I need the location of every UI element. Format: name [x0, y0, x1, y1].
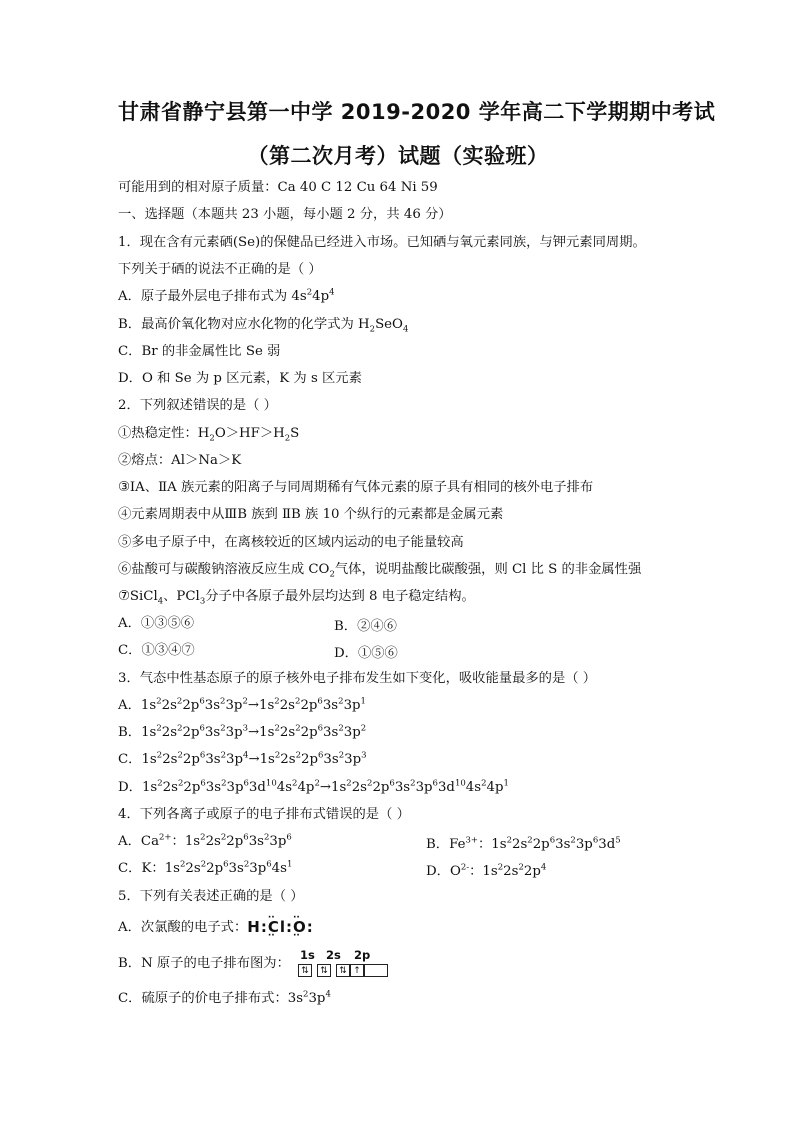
text: :: [306, 918, 314, 936]
sub: 4: [402, 324, 409, 335]
text: ·· Cl ··: [268, 918, 286, 936]
sup: 2: [177, 750, 183, 761]
text: 2p: [300, 725, 318, 740]
text: 4p: [297, 780, 315, 795]
q3-option-b: [118, 724, 366, 742]
q5-option-a: [118, 917, 314, 937]
sup: 3: [242, 723, 249, 734]
text: 2p: [182, 752, 200, 767]
hypochlorous-lewis-structure: [247, 918, 313, 936]
text: 2p: [182, 698, 200, 713]
text: C．硫原子的价电子排布式：3s: [118, 991, 304, 1006]
q1-option-d: D．O 和 Se 为 p 区元素，K 为 s 区元素: [118, 371, 362, 386]
text: 2s: [279, 725, 296, 740]
sup: 2: [156, 723, 162, 734]
text: 2p: [301, 752, 318, 767]
text: 4s: [271, 861, 287, 876]
text: D．O: [426, 864, 461, 879]
sup: 6: [199, 750, 206, 761]
text: 2s: [280, 752, 296, 767]
text: O＞HF＞H: [214, 426, 285, 441]
text: A．次氯酸的电子式：: [118, 920, 248, 935]
sub: 3: [199, 596, 206, 607]
sup: 1: [503, 778, 509, 789]
text: 3s: [322, 698, 339, 713]
sup: 2: [295, 723, 301, 734]
sup: 2: [518, 862, 524, 873]
text: 、PCl: [163, 589, 200, 604]
sup: 5: [615, 835, 621, 846]
text: 2s: [162, 752, 178, 767]
text: 3s: [394, 780, 411, 795]
text: 分子中各原子最外层均达到 8 电子稳定结构。: [205, 589, 475, 604]
orbital-box-2p-1: ⇅: [336, 964, 350, 977]
q4-option-d: [426, 860, 546, 879]
q2-statement-6: [118, 561, 641, 579]
sub: 4: [157, 596, 164, 607]
text: S: [290, 426, 300, 441]
text: 2s: [351, 780, 368, 795]
text: 3p: [249, 861, 267, 876]
sup: 2: [157, 778, 163, 789]
sub: 2: [329, 569, 335, 580]
text: 3s: [204, 725, 221, 740]
text: 2s: [161, 725, 178, 740]
q4-option-a: [118, 833, 292, 851]
text: ：1s: [171, 834, 201, 849]
sup: 2: [295, 750, 302, 761]
text: 3p: [343, 698, 361, 713]
text: B．最高价氧化物对应水化物的化学式为 H: [118, 317, 370, 332]
text: 3d: [437, 780, 455, 795]
sup: 2: [481, 778, 487, 789]
text: 3p: [308, 991, 326, 1006]
sup: 6: [266, 859, 272, 870]
sup: 2: [180, 859, 186, 870]
orbital-box-2s: ⇅: [317, 964, 331, 977]
q1-option-b: [118, 316, 408, 334]
text: 2p: [532, 837, 550, 852]
text: SeO: [375, 317, 403, 332]
text: H:: [247, 918, 268, 936]
sub: 2: [209, 433, 215, 444]
text: 2p: [226, 834, 244, 849]
q2-stem: 2．下列叙述错误的是（ ）: [118, 398, 277, 413]
text: C．1s: [118, 752, 157, 767]
sup: 2: [410, 778, 416, 789]
sup: 6: [549, 835, 556, 846]
sup: 6: [286, 832, 292, 843]
sup: 4: [329, 287, 335, 298]
text: 2s: [162, 780, 178, 795]
sup: 6: [200, 778, 206, 789]
sup: 2: [243, 859, 250, 870]
sup: 10: [454, 778, 466, 789]
text: 3s: [248, 834, 264, 849]
sup: 2: [292, 778, 298, 789]
sup: 2: [156, 696, 162, 707]
text: →1s: [319, 780, 347, 795]
sup: 6: [199, 696, 205, 707]
text: 3p: [225, 698, 243, 713]
text: 3p: [344, 752, 362, 767]
q1-stem-a: 1．现在含有元素硒(Se)的保健品已经进入市场。已知硒与氧元素同族，与钾元素同周期。: [118, 235, 646, 250]
page-title-line2: （第二次月考）试题（实验班）: [247, 144, 549, 168]
sup: 2: [346, 778, 352, 789]
text: 气体，说明盐酸比碳酸强，则 Cl 比 S 的非金属性强: [334, 562, 642, 577]
q5-stem: 5．下列有关表述正确的是（ ）: [118, 889, 304, 904]
orbital-box-1s: ⇅: [298, 964, 312, 977]
sup: 6: [389, 778, 395, 789]
text: 3p: [226, 780, 244, 795]
text: 2p: [523, 864, 541, 879]
sup: 6: [243, 778, 249, 789]
sub: 2: [369, 324, 376, 335]
text: ①热稳定性：H: [118, 426, 210, 441]
text: 3s: [555, 837, 571, 852]
sup: 6: [317, 723, 324, 734]
sup: 2: [177, 723, 183, 734]
sup: 10: [265, 778, 277, 789]
sup: 2: [527, 835, 533, 846]
text: 2s: [185, 861, 201, 876]
sup: 6: [432, 778, 438, 789]
q3-stem: 3．气态中性基态原子的原子核外电子排布发生如下变化，吸收能量最多的是（ ）: [118, 671, 597, 686]
q1-stem-b: 下列关于硒的说法不正确的是（ ）: [118, 262, 322, 277]
text: 2p: [372, 780, 390, 795]
text: 4p: [486, 780, 504, 795]
sup: 6: [592, 835, 599, 846]
text: 3p: [575, 837, 593, 852]
sup: 2: [274, 750, 281, 761]
text: 3p: [343, 725, 361, 740]
sup: 4: [325, 989, 331, 1000]
sup: 2: [200, 832, 206, 843]
sup: 6: [318, 750, 324, 761]
nitrogen-orbital-diagram: [298, 948, 402, 980]
text: 2p: [206, 861, 224, 876]
q2-statement-2: ②熔点：Al＞Na＞K: [118, 453, 242, 468]
text: B．Fe: [426, 837, 466, 852]
text: A．Ca: [118, 834, 160, 849]
q2-option-d: D．①⑤⑥: [334, 646, 398, 661]
sup: 2: [367, 778, 373, 789]
sup: 2+: [159, 832, 172, 843]
text: 3s: [205, 752, 221, 767]
sup: 6: [223, 859, 229, 870]
text: B．1s: [118, 725, 157, 740]
sup: 2: [220, 696, 226, 707]
q2-statement-1: [118, 425, 299, 443]
text: 2p: [300, 698, 318, 713]
q5-option-b: B．N 原子的电子排布图为：: [118, 956, 290, 971]
orbital-label-2s: 2s: [326, 948, 341, 962]
sup: 2: [306, 287, 313, 298]
text: 3d: [248, 780, 266, 795]
q2-statement-7: [118, 588, 475, 606]
q4-option-c: [118, 860, 292, 878]
text: 4s: [276, 780, 293, 795]
text: 2s: [205, 834, 221, 849]
sup: 1: [360, 696, 366, 707]
sup: 6: [243, 832, 249, 843]
q2-statement-5: ⑤多电子原子中，在离核较近的区域内运动的电子能量较高: [118, 535, 464, 550]
q3-option-a: [118, 697, 366, 715]
sup: 2: [274, 696, 280, 707]
q2-option-b: B．②④⑥: [334, 619, 397, 634]
q2-statement-3: ③ⅠA、ⅡA 族元素的阳离子与同周期稀有气体元素的原子具有相同的核外电子排布: [118, 480, 594, 495]
text: 4s: [465, 780, 482, 795]
page-title-line1: 甘肃省静宁县第一中学 2019-2020 学年高二下学期期中考试: [118, 100, 716, 124]
q2-option-c: C．①③④⑦: [118, 643, 195, 658]
section-heading: 一、选择题（本题共 23 小题，每小题 2 分，共 46 分）: [118, 207, 452, 222]
text: 3p: [225, 725, 243, 740]
text: 3p: [415, 780, 433, 795]
sup: 2: [338, 723, 344, 734]
text: 2p: [183, 780, 201, 795]
text: ·· O ··: [293, 918, 307, 936]
sup: 6: [199, 723, 205, 734]
text: →1s: [248, 725, 275, 740]
text: 3s: [228, 861, 244, 876]
text: 3s: [323, 752, 339, 767]
text: →1s: [248, 752, 275, 767]
text: :: [286, 918, 293, 936]
sup: 2: [295, 696, 301, 707]
sup: 2: [200, 859, 207, 870]
sup: 2: [506, 835, 512, 846]
sup: 2: [220, 750, 227, 761]
sup: 1: [286, 859, 293, 870]
text: 3d: [598, 837, 616, 852]
text: D．1s: [118, 780, 158, 795]
sup: 2: [274, 723, 280, 734]
text: 3p: [226, 752, 244, 767]
text: C．K：1s: [118, 861, 180, 876]
q5-option-c: [118, 990, 331, 1008]
q3-option-d: [118, 779, 509, 797]
sup: 2: [220, 723, 226, 734]
sup: 2: [177, 778, 184, 789]
orbital-label-1s: 1s: [300, 948, 315, 962]
text: 3s: [205, 780, 222, 795]
sup: 2: [221, 778, 227, 789]
sup: 2: [314, 778, 320, 789]
sup: 4: [243, 750, 249, 761]
text: 2s: [161, 698, 177, 713]
q3-option-c: [118, 751, 367, 769]
orbital-boxes: [298, 964, 388, 977]
text: ⑦SiCl: [118, 589, 158, 604]
text: 2s: [503, 864, 519, 879]
q4-stem: 4．下列各离子或原子的电子排布式错误的是（ ）: [118, 807, 410, 822]
text: 4p: [312, 289, 330, 304]
text: 2s: [511, 837, 528, 852]
sup: 2: [176, 696, 183, 707]
text: 3s: [204, 698, 221, 713]
sup: 3+: [465, 835, 478, 846]
sup: 2: [156, 750, 163, 761]
sup: 2: [497, 862, 504, 873]
text: ：1s: [469, 864, 498, 879]
atomic-masses-note: 可能用到的相对原子质量：Ca 40 C 12 Cu 64 Ni 59: [118, 180, 438, 195]
text: ：1s: [477, 837, 507, 852]
sup: 6: [317, 696, 323, 707]
q4-option-b: [426, 833, 621, 852]
text: ⑥盐酸可与碳酸钠溶液反应生成 CO: [118, 562, 330, 577]
sup: 2: [303, 989, 309, 1000]
sup: 2: [242, 696, 248, 707]
sup: 2: [360, 723, 367, 734]
sup: 2: [338, 696, 344, 707]
text: 2p: [182, 725, 200, 740]
text: 3s: [323, 725, 339, 740]
sub: 2: [284, 433, 291, 444]
q1-option-a: [118, 288, 335, 306]
q1-option-c: C．Br 的非金属性比 Se 弱: [118, 344, 281, 359]
sup: 2: [263, 832, 270, 843]
text: →1s: [247, 698, 275, 713]
text: A．原子最外层电子排布式为 4s: [118, 289, 307, 304]
sup: 4: [540, 862, 547, 873]
q2-option-a: A．①③⑤⑥: [118, 616, 195, 631]
orbital-box-2p-2: ↑: [350, 964, 364, 977]
sup: 3: [361, 750, 367, 761]
sup: 2: [338, 750, 345, 761]
text: A．1s: [118, 698, 157, 713]
sup: 2-: [460, 862, 470, 873]
text: 2s: [279, 698, 296, 713]
orbital-label-2p: 2p: [354, 948, 371, 962]
sup: 2: [220, 832, 227, 843]
q2-statement-4: ④元素周期表中从ⅢB 族到 ⅡB 族 10 个纵行的元素都是金属元素: [118, 507, 504, 522]
text: 3p: [269, 834, 287, 849]
orbital-box-2p-3: [364, 964, 388, 977]
sup: 2: [570, 835, 576, 846]
